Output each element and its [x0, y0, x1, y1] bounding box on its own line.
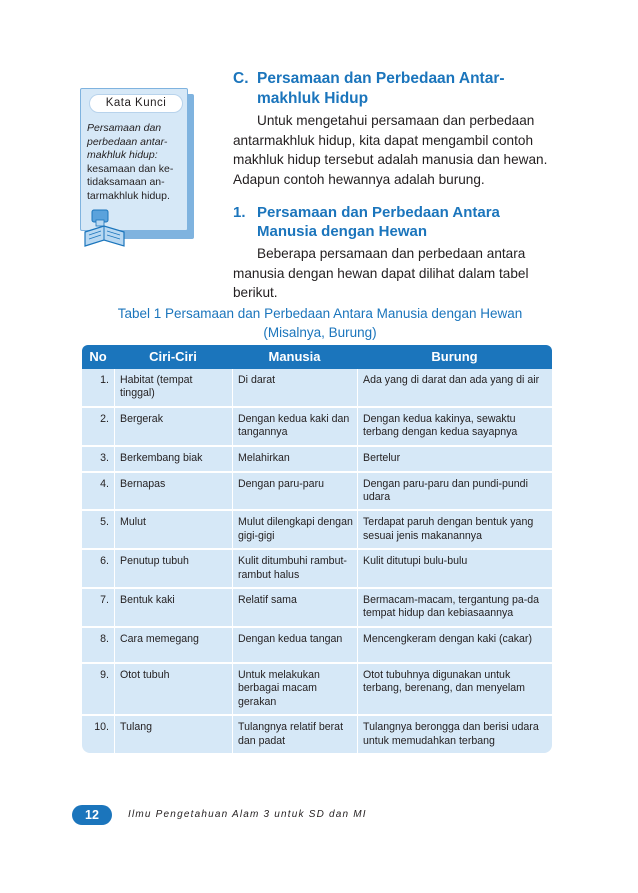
header-burung: Burung: [431, 349, 478, 364]
table-row: [82, 664, 552, 716]
cell-no: 6.: [100, 555, 109, 568]
paragraph-line: berikut.: [233, 285, 278, 300]
keyword-box-title: Kata Kunci: [89, 94, 183, 113]
keyword-box: [80, 88, 192, 240]
keyword-line: tidaksamaan an-: [87, 176, 165, 189]
table-row: [82, 408, 552, 447]
header-manusia: Manusia: [268, 349, 321, 364]
footer-book-title: Ilmu Pengetahuan Alam 3 untuk SD dan MI: [128, 809, 367, 820]
cell-no: 8.: [100, 632, 109, 645]
cell-manusia: Relatif sama: [232, 589, 357, 626]
keyword-line: Persamaan dan: [87, 122, 162, 134]
cell-ciri: Otot tubuh: [114, 664, 232, 714]
section-c-number: C.: [233, 70, 249, 87]
cell-no: 10.: [94, 721, 109, 734]
cell-manusia: Melahirkan: [232, 447, 357, 471]
section-1-title-line1: Persamaan dan Perbedaan Antara: [257, 204, 500, 221]
cell-ciri: Bentuk kaki: [114, 589, 232, 626]
cell-burung: Bertelur: [357, 447, 552, 471]
section-c-heading: [233, 69, 505, 109]
paragraph-line: antarmakhluk hidup, kita dapat mengambil contoh: [233, 132, 533, 148]
cell-manusia: Dengan kedua tangan: [232, 628, 357, 662]
cell-burung: Ada yang di darat dan ada yang di air: [357, 369, 552, 406]
cell-manusia: Mulut dilengkapi dengan gigi-gigi: [232, 511, 357, 548]
table-row: [82, 473, 552, 512]
header-ciri: Ciri-Ciri: [149, 349, 197, 364]
header-no: No: [89, 349, 107, 364]
page-number-badge: 12: [72, 805, 112, 825]
comparison-table: [82, 345, 552, 753]
paragraph-line: makhluk hidup tersebut adalah manusia dan hewan.: [233, 152, 548, 167]
paragraph-line: Untuk mengetahui persamaan dan perbedaan: [257, 113, 535, 128]
keyword-line: tarmakhluk hidup.: [87, 189, 170, 202]
cell-burung: Dengan kedua kakinya, sewaktu terbang dengan kedua sayapnya: [357, 408, 552, 445]
paragraph-line: Beberapa persamaan dan perbedaan antara: [257, 246, 526, 261]
table-row: [82, 369, 552, 408]
table-row: [82, 550, 552, 589]
cell-ciri: Bernapas: [114, 473, 232, 510]
table-row: [82, 628, 552, 664]
cell-no: 2.: [100, 412, 109, 425]
paragraph-line: manusia dengan hewan dapat dilihat dalam tabel: [233, 265, 529, 281]
cell-no: 3.: [100, 451, 109, 464]
table-header: [82, 345, 552, 369]
table-caption-line2: (Misalnya, Burung): [263, 325, 377, 340]
section-c-paragraph: [233, 111, 563, 189]
cell-burung: Terdapat paruh dengan bentuk yang sesuai jenis makanannya: [357, 511, 552, 548]
cell-burung: Kulit ditutupi bulu-bulu: [357, 550, 552, 587]
keyword-line: makhluk hidup:: [87, 149, 158, 162]
keyword-line: perbedaan antar-: [87, 135, 168, 148]
cell-ciri: Tulang: [114, 716, 232, 753]
section-1-title-line2: Manusia dengan Hewan: [257, 223, 428, 240]
keyword-box-text: [87, 122, 187, 204]
cell-no: 7.: [100, 594, 109, 607]
cell-no: 4.: [100, 477, 109, 490]
cell-ciri: Mulut: [114, 511, 232, 548]
table-body: [82, 369, 552, 753]
cell-burung: Dengan paru-paru dan pundi-pundi udara: [357, 473, 552, 510]
cell-ciri: Habitat (tempat tinggal): [114, 369, 232, 406]
table-row: [82, 511, 552, 550]
cell-ciri: Berkembang biak: [114, 447, 232, 471]
cell-no: 9.: [100, 668, 109, 681]
section-c-title-line2: makhluk Hidup: [257, 90, 369, 107]
cell-ciri: Penutup tubuh: [114, 550, 232, 587]
cell-burung: Otot tubuhnya digunakan untuk terbang, berenang, dan menyelam: [357, 664, 552, 714]
table-row: [82, 447, 552, 473]
cell-ciri: Cara memegang: [114, 628, 232, 662]
cell-no: 1.: [100, 374, 109, 386]
table-caption: [80, 304, 560, 342]
section-c-title-line1: Persamaan dan Perbedaan Antar-: [257, 70, 505, 87]
table-row: [82, 589, 552, 628]
cell-manusia: Dengan paru-paru: [232, 473, 357, 510]
cell-burung: Mencengkeram dengan kaki (cakar): [357, 628, 552, 662]
section-1-heading: [233, 203, 500, 241]
cell-burung: Bermacam-macam, tergantung pa-da tempat hidup dan kebiasaannya: [357, 589, 552, 626]
open-book-icon: [82, 208, 128, 250]
cell-manusia: Untuk melakukan berbagai macam gerakan: [232, 664, 357, 714]
table-caption-line1: Tabel 1 Persamaan dan Perbedaan Antara Manusia dengan Hewan: [117, 306, 523, 321]
table-row: [82, 716, 552, 753]
cell-manusia: Dengan kedua kaki dan tangannya: [232, 408, 357, 445]
cell-manusia: Tulangnya relatif berat dan padat: [232, 716, 357, 753]
cell-ciri: Bergerak: [114, 408, 232, 445]
cell-no: 5.: [100, 516, 109, 529]
cell-burung: Tulangnya berongga dan berisi udara untuk memudahkan terbang: [357, 716, 552, 753]
keyword-line: kesamaan dan ke-: [87, 162, 174, 175]
cell-manusia: Kulit ditumbuhi rambut-rambut halus: [232, 550, 357, 587]
section-1-paragraph: [233, 244, 563, 303]
cell-manusia: Di darat: [232, 369, 357, 406]
section-1-number: 1.: [233, 204, 246, 221]
paragraph-line: Adapun contoh hewannya adalah burung.: [233, 171, 485, 187]
